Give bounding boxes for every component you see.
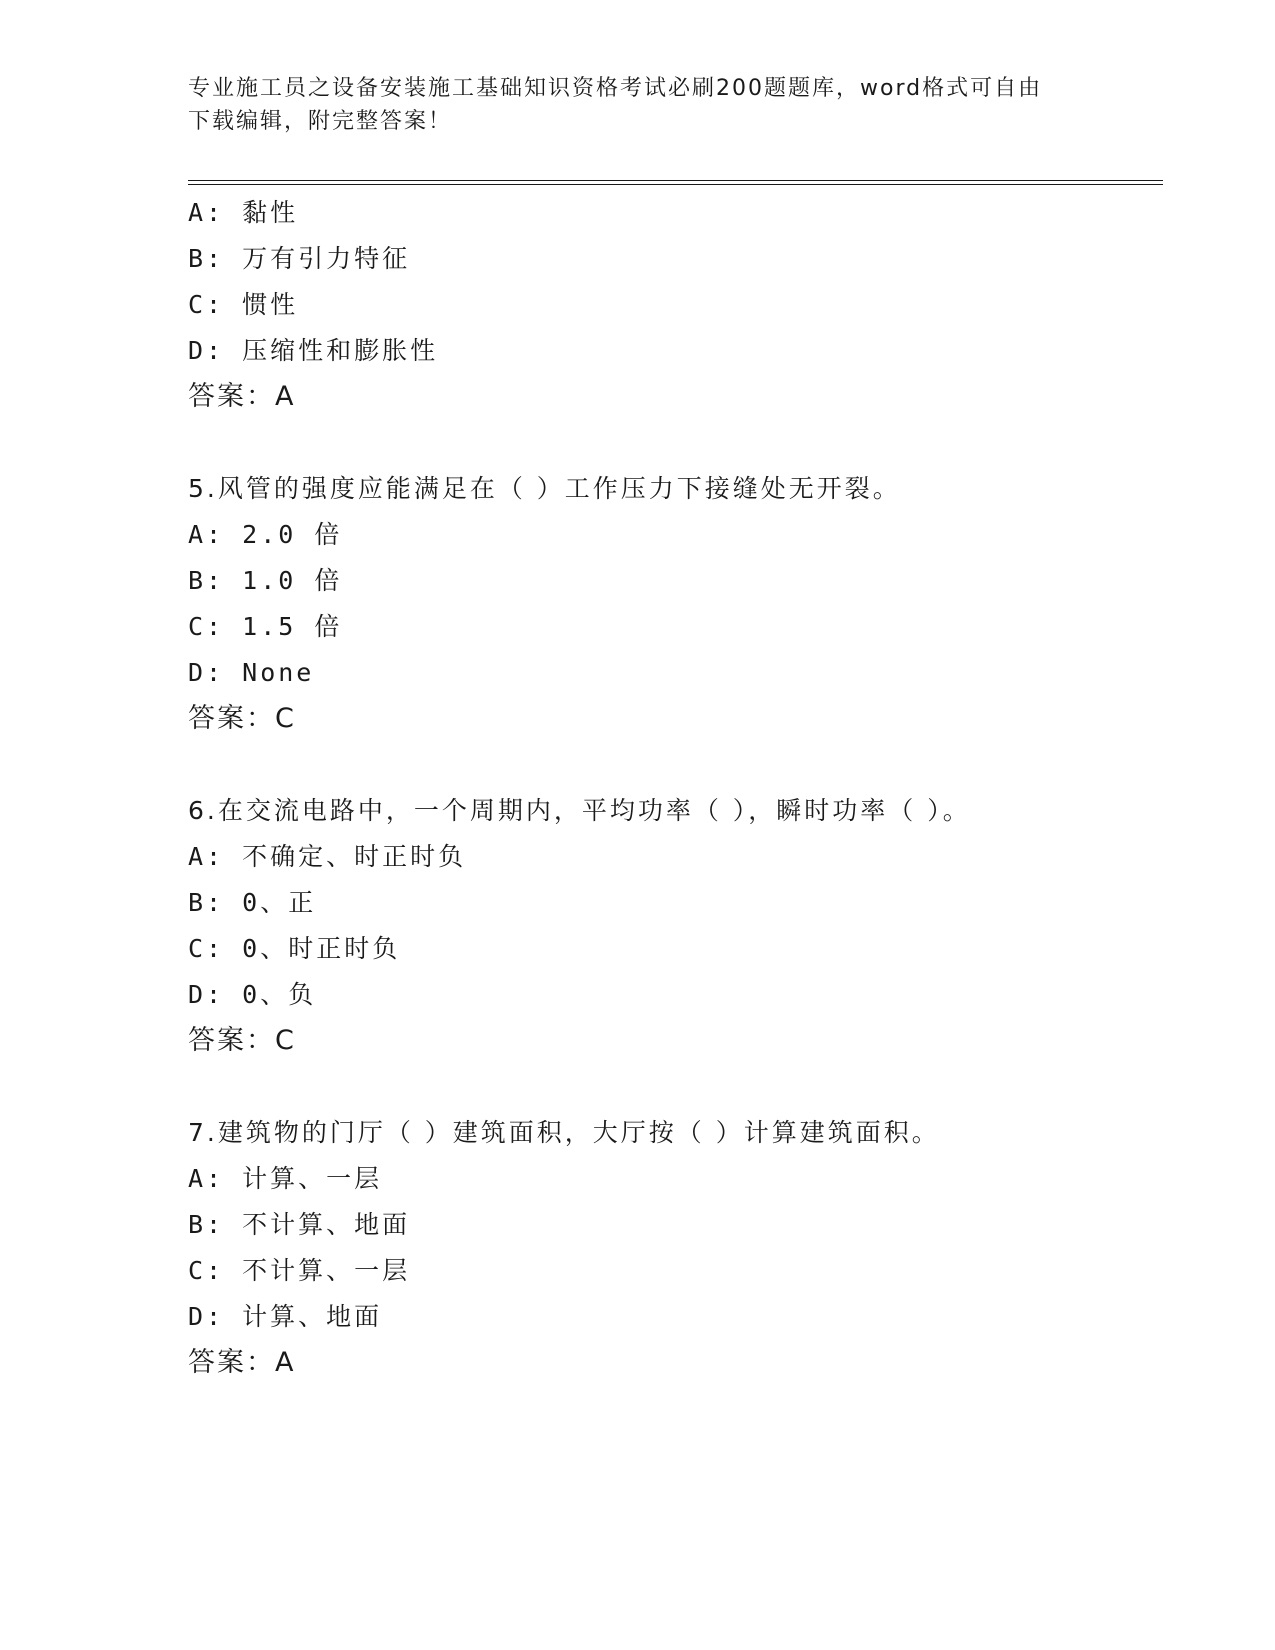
option-d: D: 计算、地面	[188, 1302, 383, 1331]
question-block-5	[188, 466, 1163, 742]
question-block-7	[188, 1110, 1163, 1386]
spacer	[188, 742, 1163, 788]
option-a: A: 计算、一层	[188, 1164, 383, 1193]
answer-line: 答案：C	[188, 703, 296, 734]
option-c: C: 不计算、一层	[188, 1256, 411, 1285]
header-divider-top	[188, 180, 1163, 181]
answer-line: 答案：C	[188, 1025, 296, 1056]
option-b: B: 万有引力特征	[188, 244, 411, 273]
answer-line: 答案：A	[188, 381, 296, 412]
question-text: 5.风管的强度应能满足在（ ）工作压力下接缝处无开裂。	[188, 474, 901, 503]
option-b: B: 1.0 倍	[188, 566, 343, 595]
option-a: A: 黏性	[188, 198, 299, 227]
question-text: 7.建筑物的门厅（ ）建筑面积，大厅按（ ）计算建筑面积。	[188, 1118, 940, 1147]
option-a: A: 2.0 倍	[188, 520, 343, 549]
option-c: C: 0、时正时负	[188, 934, 401, 963]
option-b: B: 0、正	[188, 888, 317, 917]
question-list	[188, 190, 1163, 1386]
document-header	[188, 72, 1088, 138]
option-b: B: 不计算、地面	[188, 1210, 411, 1239]
spacer	[188, 420, 1163, 466]
option-d: D: 0、负	[188, 980, 317, 1009]
answer-line: 答案：A	[188, 1347, 296, 1378]
question-block-4	[188, 190, 1163, 420]
option-c: C: 惯性	[188, 290, 299, 319]
header-line-2: 下载编辑，附完整答案！	[188, 109, 453, 134]
option-c: C: 1.5 倍	[188, 612, 343, 641]
spacer	[188, 1064, 1163, 1110]
header-divider-bottom	[188, 184, 1163, 185]
question-block-6	[188, 788, 1163, 1064]
question-text: 6.在交流电路中，一个周期内，平均功率（ ），瞬时功率（ ）。	[188, 796, 971, 825]
option-d: D: 压缩性和膨胀性	[188, 336, 439, 365]
header-line-1: 专业施工员之设备安装施工基础知识资格考试必刷200题题库，word格式可自由	[188, 76, 1043, 101]
option-a: A: 不确定、时正时负	[188, 842, 467, 871]
option-d: D: None	[188, 658, 315, 687]
